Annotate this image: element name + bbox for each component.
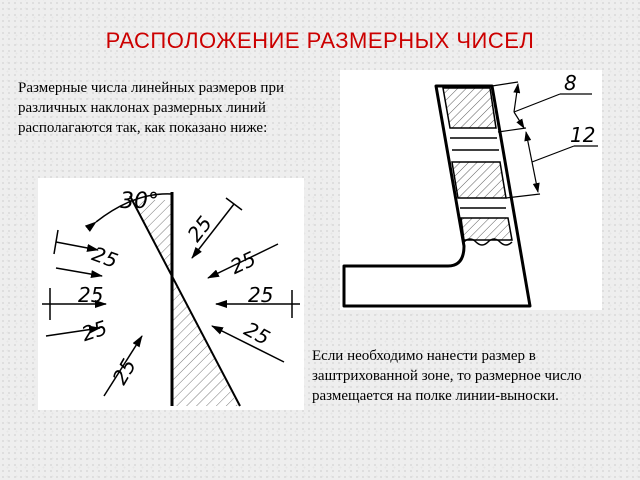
angle-label: 30° [120, 189, 159, 214]
hatched-zone-dimension-drawing [340, 70, 602, 310]
dimension-orientation-drawing [38, 178, 304, 410]
slide-title: РАСПОЛОЖЕНИЕ РАЗМЕРНЫХ ЧИСЕЛ [105, 28, 535, 53]
dim-label-upper-right: 25 [226, 246, 260, 279]
shelf-label-12: 12 [570, 123, 596, 147]
dim-label-mid-left: 25 [78, 283, 104, 307]
shelf-label-8: 8 [564, 71, 577, 95]
dim-label-bottom-left: 25 [107, 354, 141, 389]
dim-label-lower-left: 25 [78, 315, 111, 347]
right-drawing-panel [340, 70, 602, 310]
hatched-section-2 [452, 162, 506, 198]
hatched-section-1 [443, 88, 496, 128]
dim-label-top-right: 25 [182, 211, 217, 247]
outro-text: Если необходимо нанести размер в заштрихованной зоне, то размерное число размещается на полке линии-выноски. [312, 348, 582, 404]
hatched-section-3 [461, 218, 512, 240]
left-drawing-panel [38, 178, 304, 410]
dim-label-mid-right: 25 [248, 283, 274, 307]
dim-label-lower-right: 25 [240, 316, 274, 351]
dim-label-upper-left: 25 [88, 241, 122, 273]
intro-text: Размерные числа линейных размеров при различных наклонах размерных линий располагаются так, как показано ниже: [18, 80, 284, 136]
